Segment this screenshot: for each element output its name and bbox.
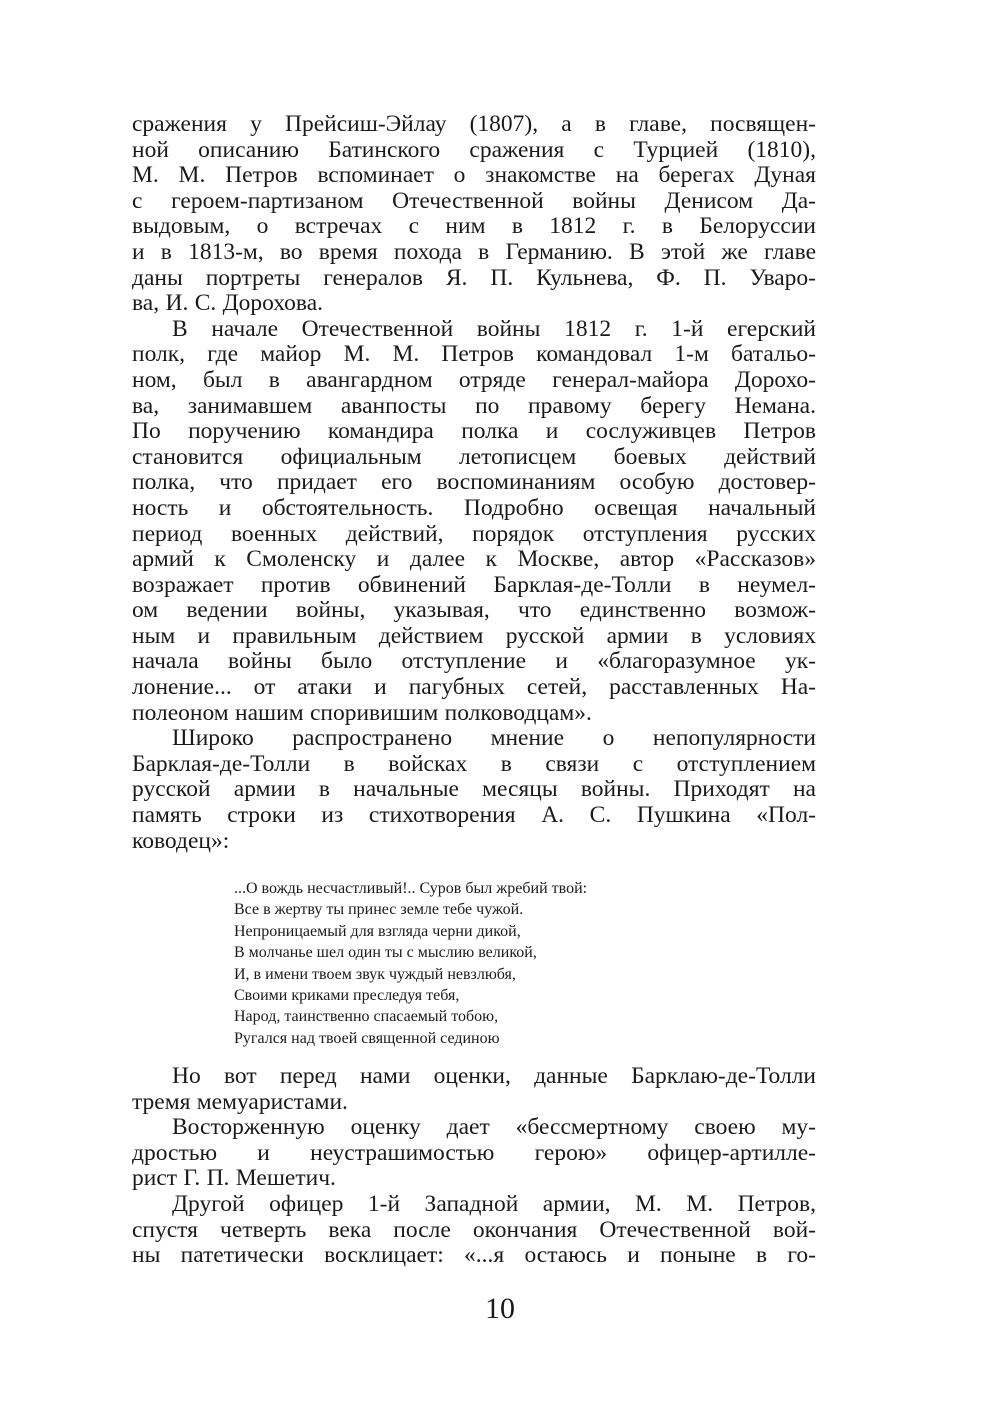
text-line: ом ведении войны, указывая, что единственно возмож- (132, 597, 816, 624)
text-line: лонение... от атаки и пагубных сетей, расставленных На- (132, 674, 816, 701)
text-line: выдовым, о встречах с ним в 1812 г. в Белоруссии (132, 213, 816, 240)
text-line: ны патетически восклицает: «...я остаюсь и поныне в го- (132, 1242, 816, 1269)
text-line: Восторженную оценку дает «бессмертному своею му- (172, 1114, 816, 1141)
text-column-bottom (132, 1064, 816, 1269)
text-line: дростью и неустрашимостью герою» офицер-артиллe- (132, 1139, 816, 1166)
text-line: и в 1813-м, во время похода в Германию. В этой же главе (132, 238, 816, 265)
text-line: рист Г. П. Мешетич. (132, 1165, 336, 1192)
text-line: память строки из стихотворения А. С. Пушкина «Пол- (132, 802, 816, 829)
text-line: полеоном нашим споривишим полководцам». (132, 699, 592, 726)
text-line: Барклая-де-Толли в войсках в связи с отступлением (132, 750, 816, 777)
text-line: период военных действий, порядок отступления русских (132, 520, 816, 547)
paragraph-3 (132, 726, 816, 854)
text-line: ным и правильным действием русской армии в условиях (132, 622, 816, 649)
text-line: Но вот перед нами оценки, данные Барклаю-де-Толли (172, 1063, 816, 1089)
text-line: полка, что придает его воспоминаниям особую достовер- (132, 469, 816, 496)
paragraph-4 (132, 1064, 816, 1115)
text-line: ность и обстоятельность. Подробно освещая начальный (132, 494, 816, 521)
text-line: М. М. Петров вспоминает о знакомстве на берегах Дуная (132, 162, 816, 189)
text-line: Другой офицер 1-й Западной армии, М. М. Петров, (172, 1190, 816, 1217)
text-line: с героем-партизаном Отечественной войны Денисом Да- (132, 187, 816, 214)
text-line: даны портреты генералов Я. П. Кульнева, Ф. П. Уваро- (132, 264, 816, 291)
text-line: ной описанию Батинского сражения с Турцией (1810), (132, 136, 816, 163)
paragraph-6 (132, 1192, 816, 1269)
paragraph-5 (132, 1115, 816, 1192)
poem-quote (234, 878, 754, 1049)
page-number: 10 (485, 1292, 515, 1325)
text-line: Широко распространено мнение о непопулярности (172, 725, 816, 752)
poem-line: Своими криками преследуя тебя, (234, 987, 460, 1005)
text-line: становится официальным летописцем боевых действий (132, 443, 816, 470)
text-line: армий к Смоленску и далее к Москве, автор «Рассказов» (132, 546, 816, 573)
text-line: начала войны было отступление и «благоразумное ук- (132, 648, 816, 675)
text-line: ва, занимавшем аванпосты по правому берегу Немана. (132, 392, 816, 419)
text-line: В начале Отечественной войны 1812 г. 1-й егерский (172, 315, 816, 342)
poem-line: Народ, таинственно спасаемый тобою, (234, 1008, 499, 1026)
paragraph-2 (132, 317, 816, 727)
poem-line: Ругался над твоей священной сединою (234, 1029, 500, 1047)
text-line: спустя четверть века после окончания Отечественной вой- (132, 1216, 816, 1243)
poem-line: В молчанье шел один ты с мыслию великой, (234, 944, 537, 962)
text-line: сражения у Прейсиш-Эйлау (1807), а в главе, посвящен- (132, 111, 816, 137)
text-line: возражает против обвинений Барклая-де-Толли в неумел- (132, 571, 816, 598)
paragraph-1 (132, 112, 816, 317)
poem-line: Непроницаемый для взгляда черни дикой, (234, 922, 521, 940)
poem-line: ...О вождь несчастливый!.. Суров был жребий твой: (234, 880, 588, 897)
text-line: ва, И. С. Дорохова. (132, 290, 324, 317)
poem-line: Все в жертву ты принес земле тебе чужой. (234, 901, 524, 919)
text-line: тремя мемуаристами. (132, 1088, 348, 1115)
poem-line: И, в имени твоем звук чуждый невзлюбя, (234, 965, 516, 983)
text-line: ководец»: (132, 827, 230, 854)
text-line: По поручению командира полка и сослуживцев Петров (132, 418, 816, 445)
text-line: полк, где майор М. М. Петров командовал 1-м батальо- (132, 341, 816, 368)
text-column-top (132, 112, 816, 854)
text-line: ном, был в авангардном отряде генерал-майора Дорохо- (132, 366, 816, 393)
text-line: русской армии в начальные месяцы войны. Приходят на (132, 776, 816, 803)
